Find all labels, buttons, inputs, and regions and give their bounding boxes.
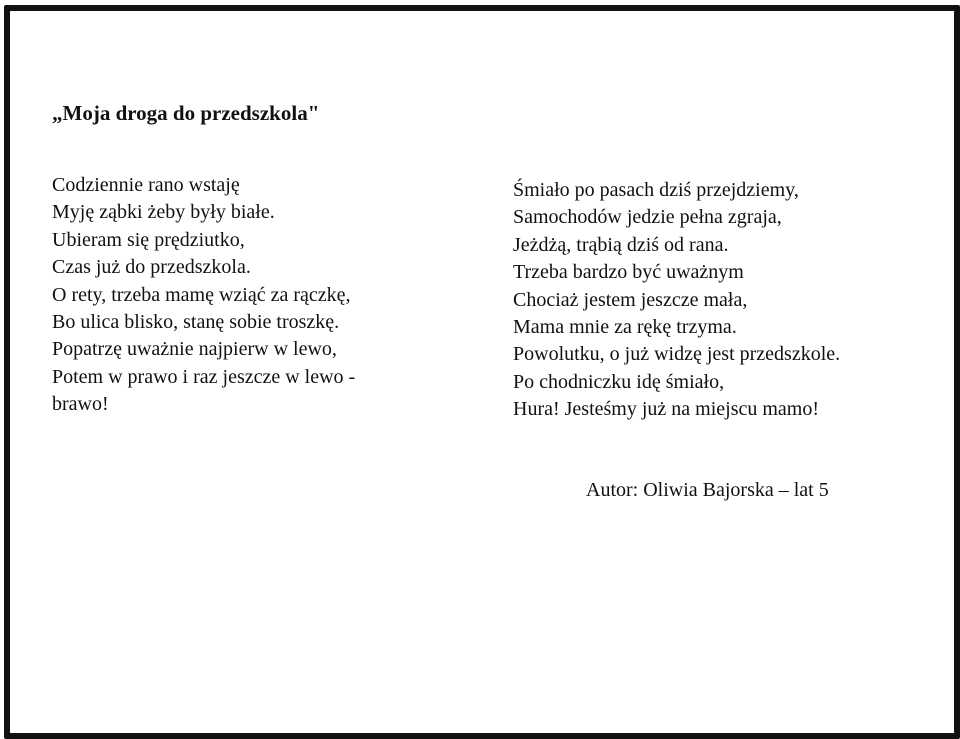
verse-line: Samochodów jedzie pełna zgraja,	[513, 206, 782, 229]
verse-line: Potem w prawo i raz jeszcze w lewo -	[52, 365, 356, 388]
verse-line: Popatrzę uważnie najpierw w lewo,	[52, 338, 337, 361]
author-credit: Autor: Oliwia Bajorska – lat 5	[586, 479, 829, 501]
stanza-left	[52, 172, 355, 419]
verse-line: Myję ząbki żeby były białe.	[52, 201, 275, 224]
verse-line: Mama mnie za rękę trzyma.	[513, 316, 737, 339]
verse-line: O rety, trzeba mamę wziąć za rączkę,	[52, 283, 351, 306]
verse-line: Jeżdżą, trąbią dziś od rana.	[513, 233, 729, 256]
verse-line: Bo ulica blisko, stanę sobie troszkę.	[52, 311, 340, 334]
verse-line: Śmiało po pasach dziś przejdziemy,	[513, 179, 799, 201]
verse-line: Hura! Jesteśmy już na miejscu mamo!	[513, 398, 820, 421]
verse-line: Trzeba bardzo być uważnym	[513, 261, 744, 284]
poem-title: „Moja droga do przedszkola"	[52, 101, 320, 125]
verse-line: Czas już do przedszkola.	[52, 256, 251, 279]
verse-line: Chociaż jestem jeszcze mała,	[513, 288, 748, 311]
verse-line: Powolutku, o już widzę jest przedszkole.	[513, 343, 841, 366]
verse-line: brawo!	[52, 393, 109, 416]
verse-line: Ubieram się prędziutko,	[52, 228, 245, 251]
stanza-right	[513, 177, 840, 424]
verse-line: Po chodniczku idę śmiało,	[513, 370, 725, 393]
verse-line: Codziennie rano wstaję	[52, 174, 240, 196]
